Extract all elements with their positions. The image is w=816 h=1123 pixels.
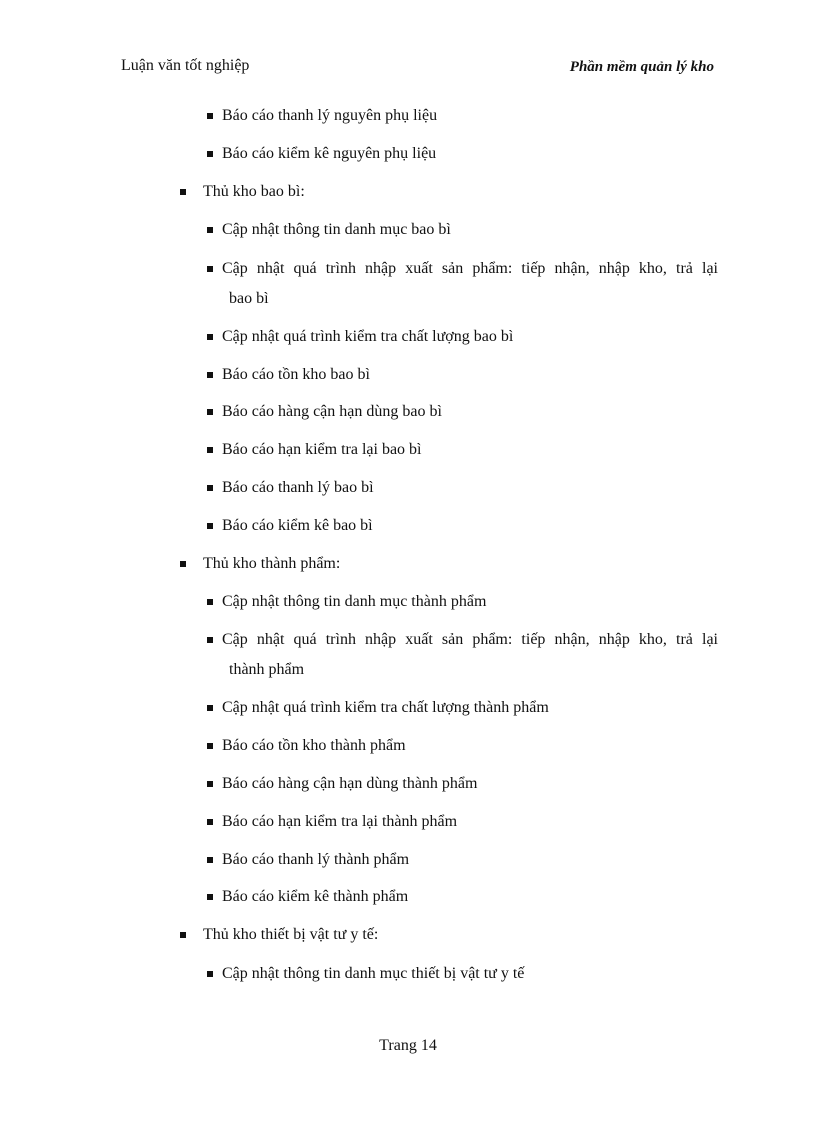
- list-item: Báo cáo tồn kho thành phẩm: [222, 734, 718, 758]
- bullet-icon: [207, 266, 213, 272]
- bullet-icon: [207, 372, 213, 378]
- bullet-icon: [207, 705, 213, 711]
- bullet-icon: [207, 409, 213, 415]
- list-item: Cập nhật thông tin danh mục thiết bị vật tư y tế: [222, 962, 718, 986]
- bullet-icon: [207, 894, 213, 900]
- bullet-icon: [207, 971, 213, 977]
- page-header: [121, 57, 714, 81]
- list-item: Báo cáo tồn kho bao bì: [222, 363, 718, 387]
- list-item: Báo cáo kiểm kê thành phẩm: [222, 885, 718, 909]
- bullet-icon: [207, 743, 213, 749]
- list-item-continuation: thành phẩm: [229, 661, 305, 678]
- bullet-icon: [180, 561, 186, 567]
- bullet-icon: [207, 447, 213, 453]
- bullet-icon: [207, 599, 213, 605]
- list-item: Báo cáo kiểm kê bao bì: [222, 514, 718, 538]
- bullet-icon: [207, 485, 213, 491]
- list-item: Báo cáo hàng cận hạn dùng thành phẩm: [222, 772, 718, 796]
- list-item: Cập nhật thông tin danh mục thành phẩm: [222, 590, 718, 614]
- list-item: Báo cáo thanh lý bao bì: [222, 476, 718, 500]
- list-item: Cập nhật thông tin danh mục bao bì: [222, 218, 718, 242]
- document-title: Luận văn tốt nghiệp: [121, 57, 250, 74]
- list-item: Báo cáo hạn kiểm tra lại bao bì: [222, 438, 718, 462]
- page-number: Trang 14: [379, 1037, 437, 1054]
- list-item: Báo cáo kiểm kê nguyên phụ liệu: [222, 142, 718, 166]
- list-item-continuation: bao bì: [229, 290, 269, 307]
- section-heading: Thủ kho bao bì:: [203, 180, 305, 204]
- bullet-icon: [207, 151, 213, 157]
- list-item: Báo cáo thanh lý nguyên phụ liệu: [222, 104, 718, 128]
- bullet-icon: [207, 781, 213, 787]
- bullet-icon: [207, 523, 213, 529]
- list-item: Cập nhật quá trình nhập xuất sản phẩm: tiếp nhận, nhập kho, trả lại: [222, 628, 718, 652]
- list-item: Báo cáo thanh lý thành phẩm: [222, 848, 718, 872]
- list-item: Cập nhật quá trình kiểm tra chất lượng bao bì: [222, 325, 718, 349]
- list-item: Cập nhật quá trình nhập xuất sản phẩm: tiếp nhận, nhập kho, trả lại: [222, 257, 718, 281]
- bullet-icon: [207, 819, 213, 825]
- bullet-icon: [207, 857, 213, 863]
- section-heading: Thủ kho thiết bị vật tư y tế:: [203, 923, 378, 947]
- bullet-icon: [207, 227, 213, 233]
- list-item: Cập nhật quá trình kiểm tra chất lượng thành phẩm: [222, 696, 718, 720]
- list-item: Báo cáo hạn kiểm tra lại thành phẩm: [222, 810, 718, 834]
- section-heading: Thủ kho thành phẩm:: [203, 552, 340, 576]
- bullet-icon: [207, 637, 213, 643]
- project-title: Phần mềm quản lý kho: [569, 59, 714, 75]
- list-item: Báo cáo hàng cận hạn dùng bao bì: [222, 400, 718, 424]
- bullet-icon: [180, 932, 186, 938]
- bullet-icon: [207, 334, 213, 340]
- bullet-icon: [180, 189, 186, 195]
- bullet-icon: [207, 113, 213, 119]
